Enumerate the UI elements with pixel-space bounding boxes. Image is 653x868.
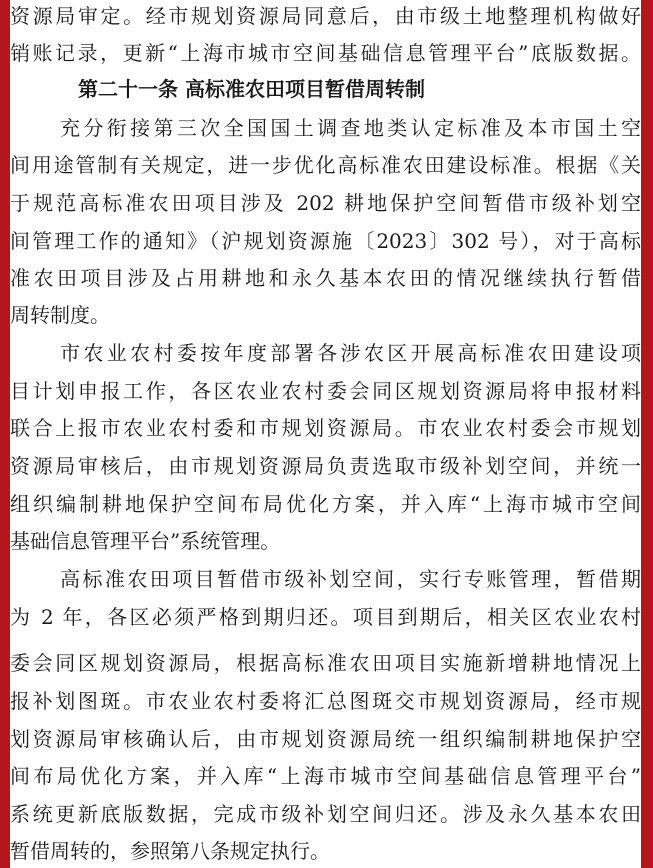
text-line: 划资源局审核确认后，由市规划资源局统一组织编制耕地保护空 — [10, 727, 641, 751]
text-line: 高标准农田项目暂借市级补划空间，实行专账管理，暂借期 — [60, 567, 641, 591]
text-line: 暂借周转的，参照第八条规定执行。 — [10, 839, 330, 863]
text-line: 组织编制耕地保护空间布局优化方案，并入库“上海市城市空间 — [10, 492, 641, 516]
text-line: 准农田项目涉及占用耕地和永久基本农田的情况继续执行暂借 — [10, 266, 641, 290]
document-body — [10, 0, 641, 868]
text-line: 目计划申报工作，各区农业农村委会同区规划资源局将申报材料 — [10, 379, 641, 403]
text-line: 间用途管制有关规定，进一步优化高标准农田建设标准。根据《关 — [10, 153, 641, 177]
text-line: 联合上报市农业农村委和市规划资源局。市农业农村委会市规划 — [10, 416, 641, 440]
text-line: 市农业农村委按年度部署各涉农区开展高标准农田建设项 — [60, 341, 641, 365]
text-line: 销账记录，更新“上海市城市空间基础信息管理平台”底版数据。 — [10, 41, 641, 65]
text-line: 间管理工作的通知》（沪规划资源施〔2023〕302 号），对于高标 — [10, 229, 641, 253]
text-line: 委会同区规划资源局，根据高标准农田项目实施新增耕地情况上 — [10, 651, 641, 675]
text-line: 间布局优化方案，并入库“上海市城市空间基础信息管理平台” — [10, 764, 641, 788]
text-line: 于规范高标准农田项目涉及 202 耕地保护空间暂借市级补划空 — [10, 191, 641, 215]
document-page — [10, 0, 641, 868]
text-line: 报补划图斑。市农业农村委将汇总图斑交市规划资源局，经市规 — [10, 689, 641, 713]
text-line: 资源局审核后，由市规划资源局负责选取市级补划空间，并统一 — [10, 454, 641, 478]
text-line: 资源局审定。经市规划资源局同意后，由市级土地整理机构做好 — [10, 4, 641, 28]
text-line: 充分衔接第三次全国国土调查地类认定标准及本市国土空 — [60, 116, 641, 140]
text-line: 周转制度。 — [10, 303, 110, 327]
text-line: 系统更新底版数据，完成市级补划空间归还。涉及永久基本农田 — [10, 802, 641, 826]
text-line: 基础信息管理平台”系统管理。 — [10, 529, 281, 553]
article-heading: 第二十一条 高标准农田项目暂借周转制 — [78, 77, 425, 101]
text-line: 为 2 年，各区必须严格到期归还。项目到期后，相关区农业农村 — [10, 605, 641, 629]
